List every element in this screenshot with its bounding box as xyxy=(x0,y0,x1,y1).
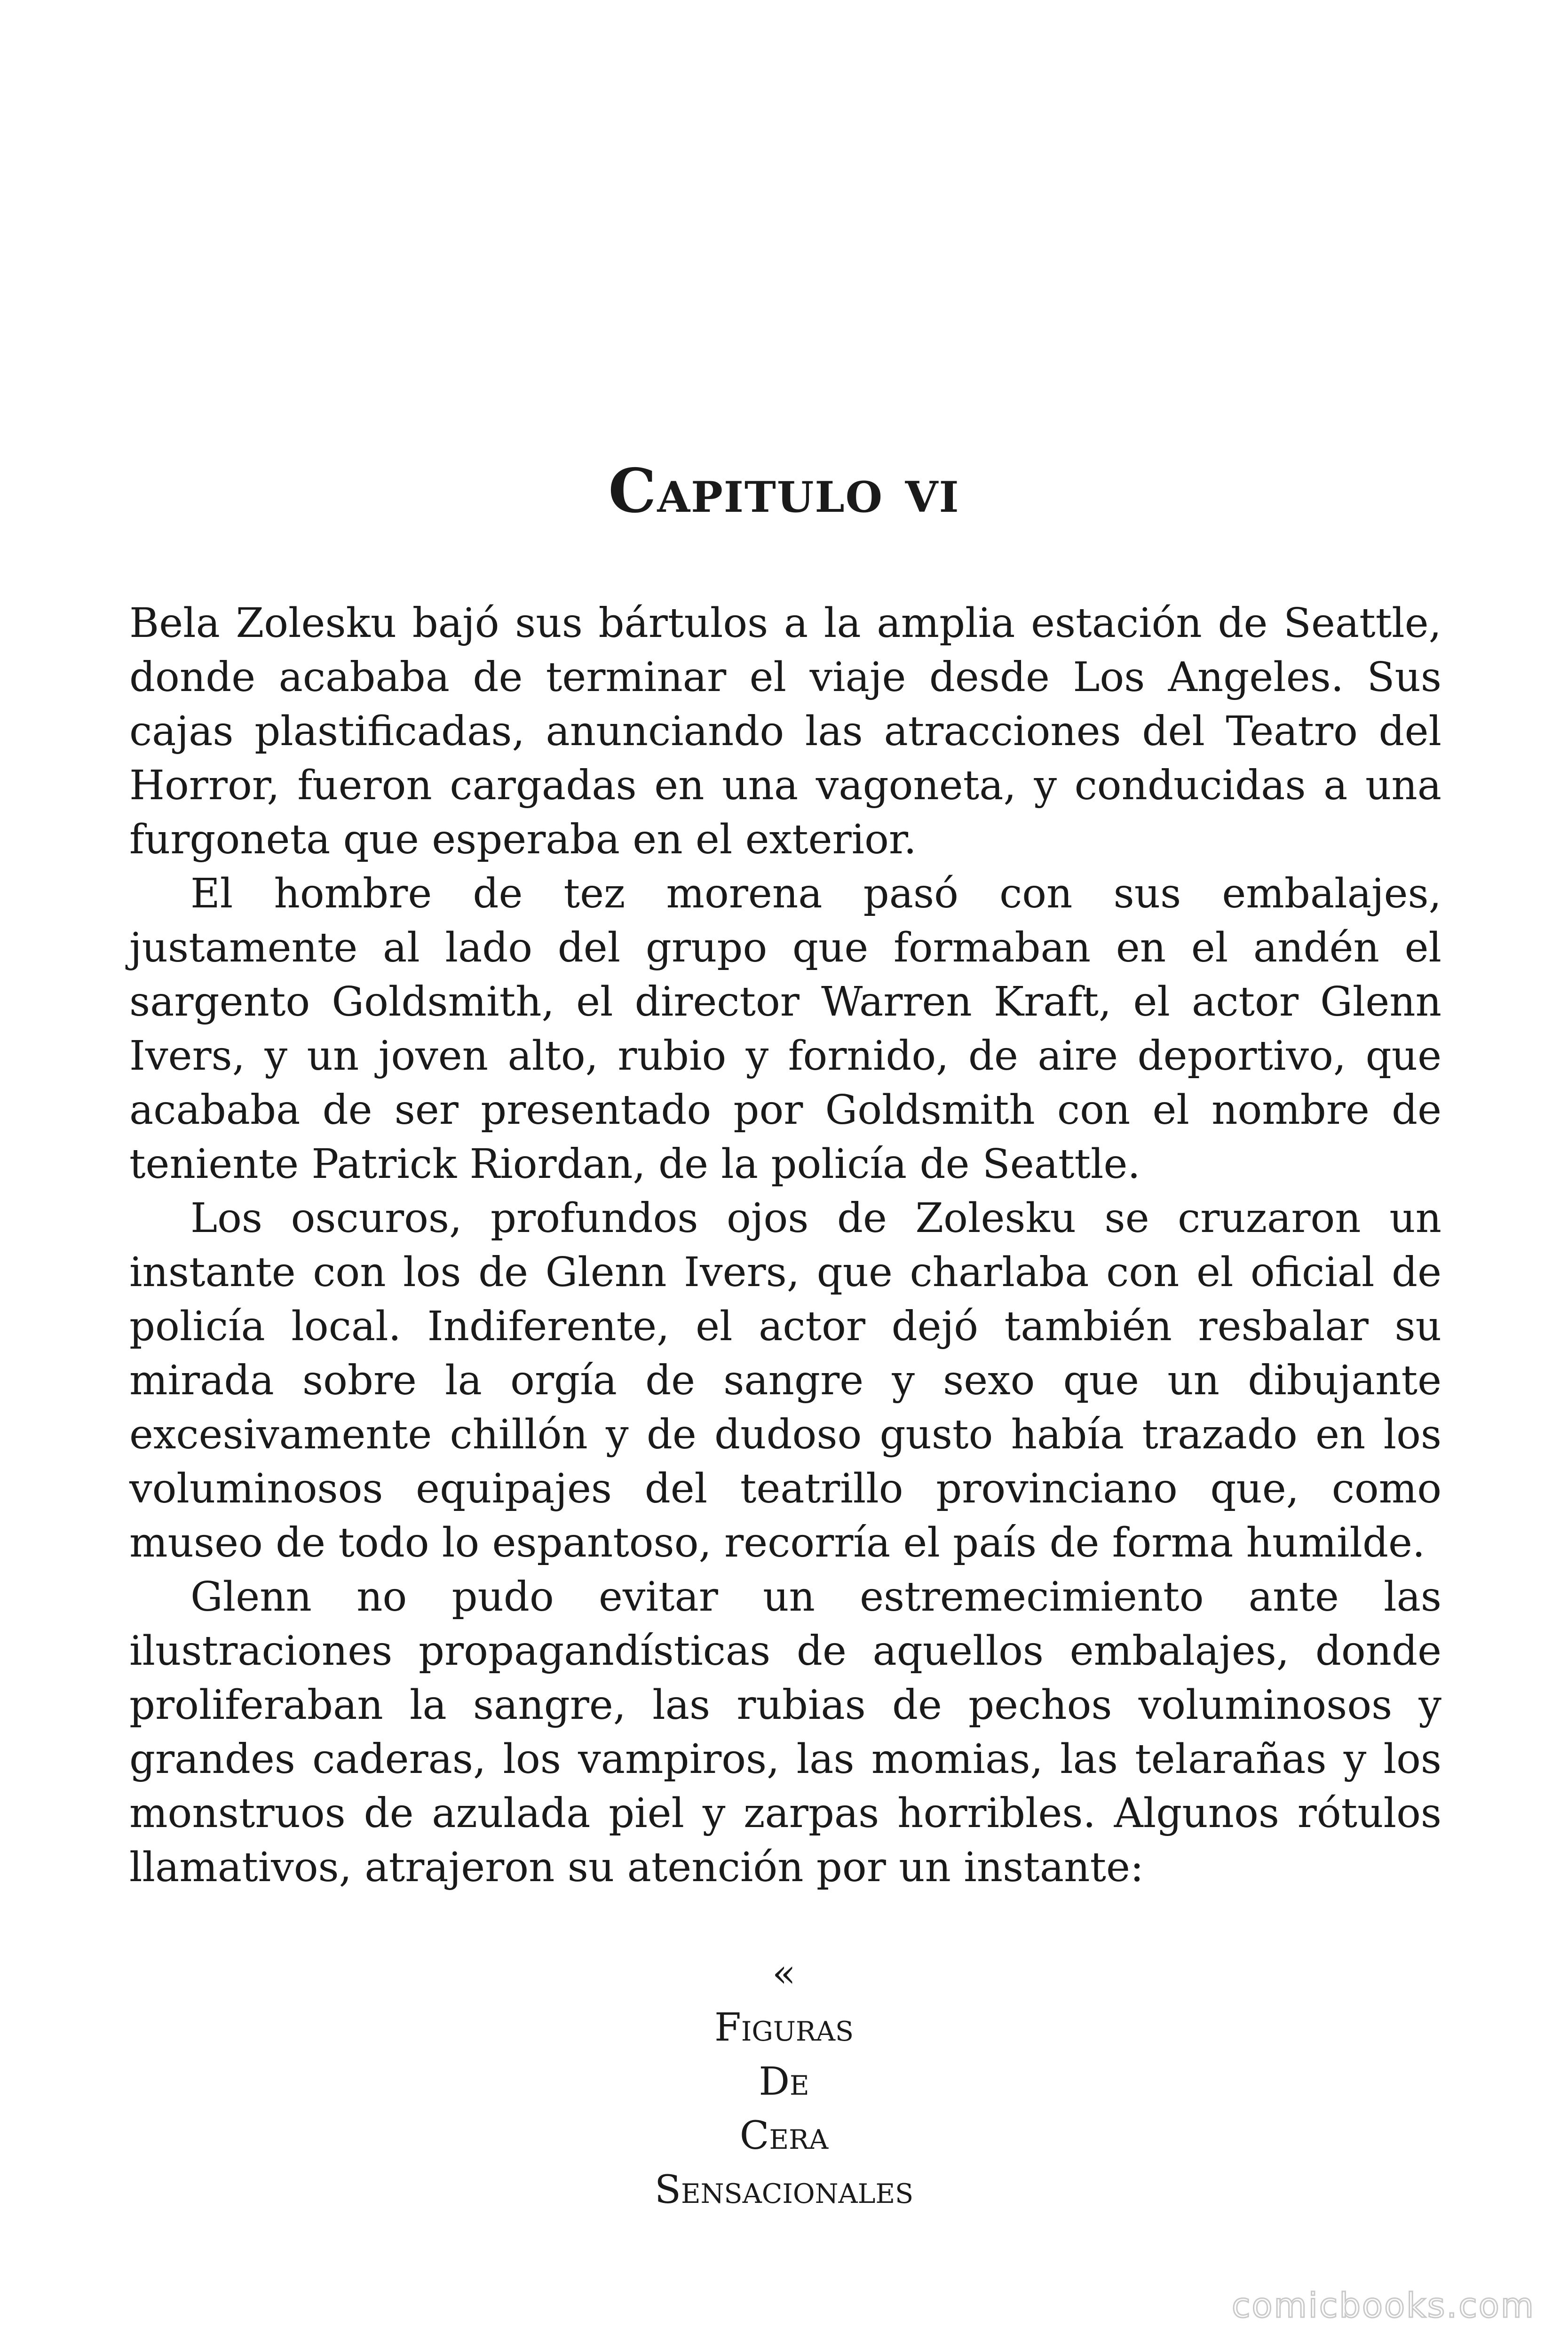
sign-line: Cera xyxy=(739,2114,829,2158)
paragraph: El hombre de tez morena pasó con sus embalajes, justamente al lado del grupo que formaban en el andén el sargento Goldsmith, el director Warren Kraft, el actor Glenn Ivers, y un joven alto, rubio y fornido, de aire deportivo, que acababa de ser presentado por Goldsmith con el nombre de teniente Patrick Riordan, de la policía de Seattle. xyxy=(129,870,1441,1188)
sign-line: De xyxy=(759,2059,809,2104)
paragraph: Los oscuros, profundos ojos de Zolesku se cruzaron un instante con los de Glenn Ivers, que charlaba con el oficial de policía local. Indiferente, el actor dejó también resbalar su mirada sobre la orgía de sangre y sexo que un dibujante excesivamente chillón y de dudoso gusto había trazado en los voluminosos equipajes del teatrillo provinciano que, como museo de todo lo espantoso, recorría el país de forma humilde. xyxy=(129,1195,1441,1566)
open-quote: « xyxy=(772,1951,796,1996)
paragraph: Bela Zolesku bajó sus bártulos a la amplia estación de Seattle, donde acababa de terminar el viaje desde Los Angeles. Sus cajas plastificadas, anunciando las atracciones del Teatro del Horror, fueron cargadas en una vagoneta, y conducidas a una furgoneta que esperaba en el exterior. xyxy=(129,600,1441,863)
sign-text xyxy=(0,1947,1568,2217)
chapter-body xyxy=(129,596,1441,1895)
sign-line: Figuras xyxy=(714,2005,854,2050)
paragraph: Glenn no pudo evitar un estremecimiento ante las ilustraciones propagandísticas de aquellos embalajes, donde proliferaban la sangre, las rubias de pechos voluminosos y grandes caderas, los vampiros, las momias, las telarañas y los monstruos de azulada piel y zarpas horribles. Algunos rótulos llamativos, atrajeron su atención por un instante: xyxy=(129,1573,1441,1891)
watermark: comicbooks.com xyxy=(1231,2286,1535,2325)
sign-line: Sensacionales xyxy=(654,2168,914,2212)
chapter-title: Capitulo vi xyxy=(608,456,960,526)
